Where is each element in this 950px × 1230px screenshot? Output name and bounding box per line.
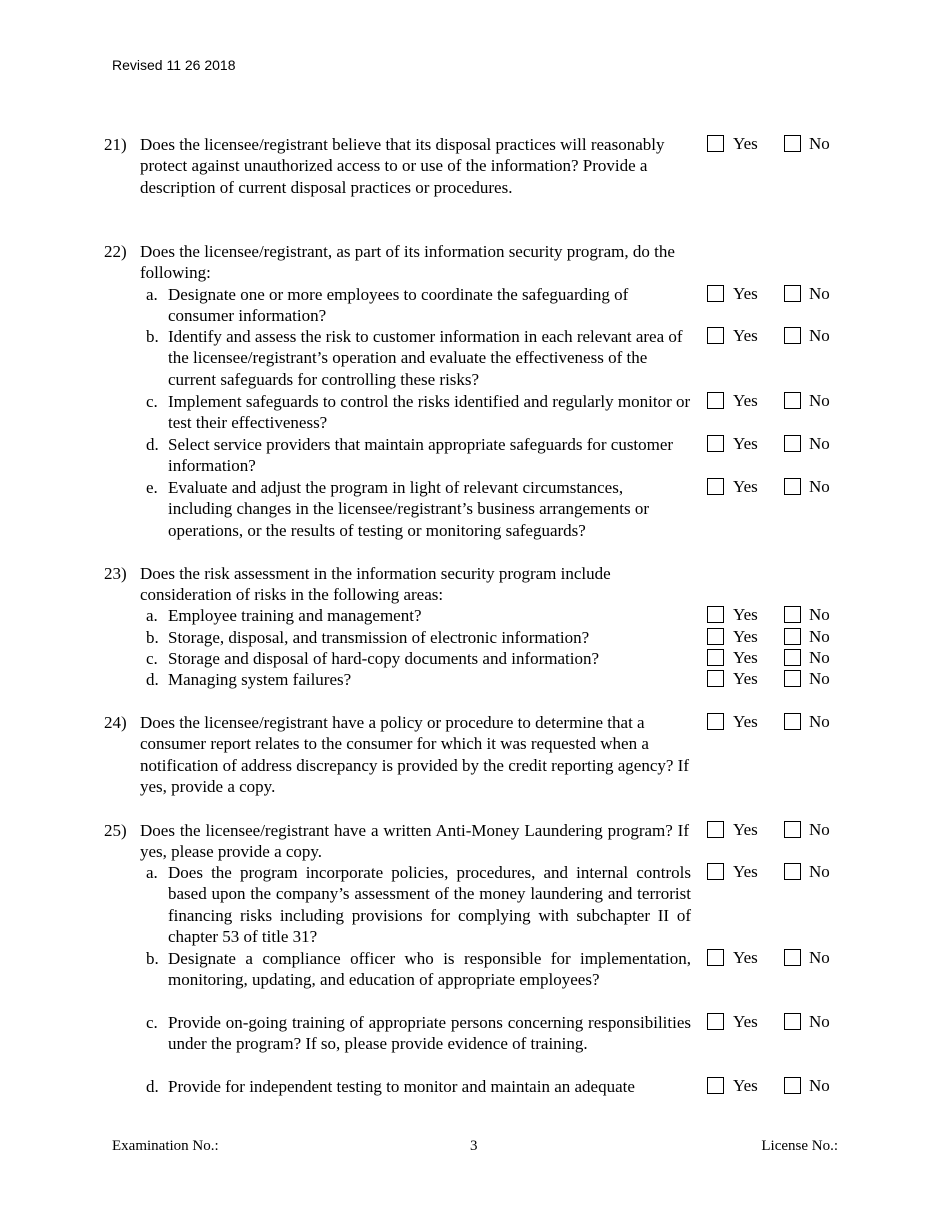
q22-item-b xyxy=(146,326,691,390)
item-letter: a. xyxy=(146,285,158,304)
footer-license-number: License No.: xyxy=(761,1138,838,1154)
yes-label: Yes xyxy=(733,605,758,624)
no-label: No xyxy=(809,712,830,731)
yes-label: Yes xyxy=(733,948,758,967)
q22b-answer xyxy=(707,326,847,348)
q22-item-d xyxy=(146,434,691,477)
q21-yes-checkbox[interactable] xyxy=(707,135,724,152)
item-text: Evaluate and adjust the program in light of relevant circumstances, including changes in the licensee/registrant’s business arrangements or operations, or the results of testing or monitoring safeguards? xyxy=(168,478,650,540)
q22c-no-checkbox[interactable] xyxy=(784,392,801,409)
item-letter: c. xyxy=(146,392,158,411)
footer-examination-number: Examination No.: xyxy=(112,1138,219,1154)
question-number: 24) xyxy=(104,713,127,732)
item-text: Designate one or more employees to coordinate the safeguarding of consumer information? xyxy=(168,285,629,326)
item-text: Storage, disposal, and transmission of electronic information? xyxy=(168,628,590,647)
question-text: Does the licensee/registrant, as part of its information security program, do the following: xyxy=(140,242,675,283)
no-label: No xyxy=(809,605,830,624)
q25c-no-checkbox[interactable] xyxy=(784,1013,801,1030)
q22b-yes-checkbox[interactable] xyxy=(707,327,724,344)
item-text: Implement safeguards to control the risks identified and regularly monitor or test their effectiveness? xyxy=(168,392,691,433)
no-label: No xyxy=(809,1012,830,1031)
question-number: 22) xyxy=(104,242,127,261)
yes-label: Yes xyxy=(733,669,758,688)
q25-no-checkbox[interactable] xyxy=(784,821,801,838)
no-label: No xyxy=(809,1076,830,1095)
q23b-answer xyxy=(707,627,847,649)
yes-label: Yes xyxy=(733,820,758,839)
yes-label: Yes xyxy=(733,326,758,345)
q25a-answer xyxy=(707,862,847,884)
item-text: Select service providers that maintain appropriate safeguards for customer information? xyxy=(168,435,674,476)
q23c-answer xyxy=(707,648,847,670)
question-25 xyxy=(104,820,689,863)
q24-yes-checkbox[interactable] xyxy=(707,713,724,730)
q22a-no-checkbox[interactable] xyxy=(784,285,801,302)
item-letter: e. xyxy=(146,478,158,497)
question-text: Does the licensee/registrant have a policy or procedure to determine that a consumer report relates to the consumer for which it was requested when a notification of address discrepancy is provided by the credit reporting agency? If yes, provide a copy. xyxy=(140,713,689,796)
item-text: Does the program incorporate policies, procedures, and internal controls based upon the company’s assessment of the money laundering and terrorist financing risks including provisions for complying with subchapter II of chapter 53 of title 31? xyxy=(168,863,691,946)
no-label: No xyxy=(809,862,830,881)
q22a-yes-checkbox[interactable] xyxy=(707,285,724,302)
page-number: 3 xyxy=(470,1138,478,1154)
q23-item-b xyxy=(146,627,691,648)
q25b-no-checkbox[interactable] xyxy=(784,949,801,966)
q22c-answer xyxy=(707,391,847,413)
q22-item-e xyxy=(146,477,691,541)
item-letter: a. xyxy=(146,863,158,882)
no-label: No xyxy=(809,627,830,646)
no-label: No xyxy=(809,669,830,688)
q24-answer xyxy=(707,712,847,734)
q25b-yes-checkbox[interactable] xyxy=(707,949,724,966)
item-text: Employee training and management? xyxy=(168,606,422,625)
q23a-yes-checkbox[interactable] xyxy=(707,606,724,623)
item-text: Managing system failures? xyxy=(168,670,352,689)
item-letter: a. xyxy=(146,606,158,625)
q25a-no-checkbox[interactable] xyxy=(784,863,801,880)
item-text: Storage and disposal of hard-copy documents and information? xyxy=(168,649,600,668)
no-label: No xyxy=(809,326,830,345)
item-letter: d. xyxy=(146,435,159,454)
q22e-answer xyxy=(707,477,847,499)
item-text: Provide for independent testing to monitor and maintain an adequate xyxy=(168,1077,635,1096)
item-letter: b. xyxy=(146,628,159,647)
no-label: No xyxy=(809,284,830,303)
q22e-no-checkbox[interactable] xyxy=(784,478,801,495)
q23d-no-checkbox[interactable] xyxy=(784,670,801,687)
q22e-yes-checkbox[interactable] xyxy=(707,478,724,495)
item-text: Designate a compliance officer who is responsible for implementation, monitoring, updating, and education of appropriate employees? xyxy=(168,949,691,990)
yes-label: Yes xyxy=(733,648,758,667)
question-number: 25) xyxy=(104,821,127,840)
q23b-yes-checkbox[interactable] xyxy=(707,628,724,645)
q22-item-c xyxy=(146,391,691,434)
item-letter: c. xyxy=(146,649,158,668)
no-label: No xyxy=(809,648,830,667)
item-letter: b. xyxy=(146,327,159,346)
q25c-answer xyxy=(707,1012,847,1034)
question-24 xyxy=(104,712,689,797)
no-label: No xyxy=(809,434,830,453)
q25d-answer xyxy=(707,1076,847,1098)
item-letter: d. xyxy=(146,1077,159,1096)
q23a-answer xyxy=(707,605,847,627)
q25-item-a xyxy=(146,862,691,947)
yes-label: Yes xyxy=(733,391,758,410)
q25-item-d xyxy=(146,1076,691,1097)
q25d-no-checkbox[interactable] xyxy=(784,1077,801,1094)
q23d-answer xyxy=(707,669,847,691)
question-23 xyxy=(104,563,689,606)
item-letter: c. xyxy=(146,1013,158,1032)
question-text: Does the licensee/registrant have a written Anti-Money Laundering program? If yes, please provide a copy. xyxy=(140,821,689,862)
q22c-yes-checkbox[interactable] xyxy=(707,392,724,409)
question-number: 21) xyxy=(104,135,127,154)
q22-item-a xyxy=(146,284,691,327)
q22d-answer xyxy=(707,434,847,456)
q25c-yes-checkbox[interactable] xyxy=(707,1013,724,1030)
yes-label: Yes xyxy=(733,1076,758,1095)
q25a-yes-checkbox[interactable] xyxy=(707,863,724,880)
q22b-no-checkbox[interactable] xyxy=(784,327,801,344)
q23b-no-checkbox[interactable] xyxy=(784,628,801,645)
q25-item-b xyxy=(146,948,691,991)
q23-item-c xyxy=(146,648,691,669)
q25d-yes-checkbox[interactable] xyxy=(707,1077,724,1094)
yes-label: Yes xyxy=(733,284,758,303)
q22a-answer xyxy=(707,284,847,306)
q25b-answer xyxy=(707,948,847,970)
item-letter: b. xyxy=(146,949,159,968)
question-text: Does the licensee/registrant believe that its disposal practices will reasonably protect against unauthorized access to or use of the information? Provide a description of current disposal practices or procedures. xyxy=(140,135,665,197)
item-text: Provide on-going training of appropriate persons concerning responsibilities under the program? If so, please provide evidence of training. xyxy=(168,1013,691,1054)
no-label: No xyxy=(809,477,830,496)
revised-date: Revised 11 26 2018 xyxy=(112,57,236,73)
q22d-yes-checkbox[interactable] xyxy=(707,435,724,452)
q25-answer xyxy=(707,820,847,842)
q21-no-checkbox[interactable] xyxy=(784,135,801,152)
yes-label: Yes xyxy=(733,862,758,881)
q23d-yes-checkbox[interactable] xyxy=(707,670,724,687)
no-label: No xyxy=(809,820,830,839)
q25-item-c xyxy=(146,1012,691,1055)
q21-answer xyxy=(707,134,847,156)
q22d-no-checkbox[interactable] xyxy=(784,435,801,452)
q24-no-checkbox[interactable] xyxy=(784,713,801,730)
question-22 xyxy=(104,241,689,284)
no-label: No xyxy=(809,391,830,410)
question-text: Does the risk assessment in the information security program include consideration of risks in the following areas: xyxy=(140,564,611,605)
no-label: No xyxy=(809,134,830,153)
q23-item-a xyxy=(146,605,691,626)
no-label: No xyxy=(809,948,830,967)
q23c-no-checkbox[interactable] xyxy=(784,649,801,666)
q23c-yes-checkbox[interactable] xyxy=(707,649,724,666)
yes-label: Yes xyxy=(733,134,758,153)
yes-label: Yes xyxy=(733,627,758,646)
yes-label: Yes xyxy=(733,712,758,731)
question-number: 23) xyxy=(104,564,127,583)
q25-yes-checkbox[interactable] xyxy=(707,821,724,838)
yes-label: Yes xyxy=(733,477,758,496)
yes-label: Yes xyxy=(733,434,758,453)
item-letter: d. xyxy=(146,670,159,689)
yes-label: Yes xyxy=(733,1012,758,1031)
q23a-no-checkbox[interactable] xyxy=(784,606,801,623)
q23-item-d xyxy=(146,669,691,690)
question-21 xyxy=(104,134,689,198)
item-text: Identify and assess the risk to customer information in each relevant area of the licensee/registrant’s operation and evaluate the effectiveness of the current safeguards for controlling these risks? xyxy=(168,327,683,389)
